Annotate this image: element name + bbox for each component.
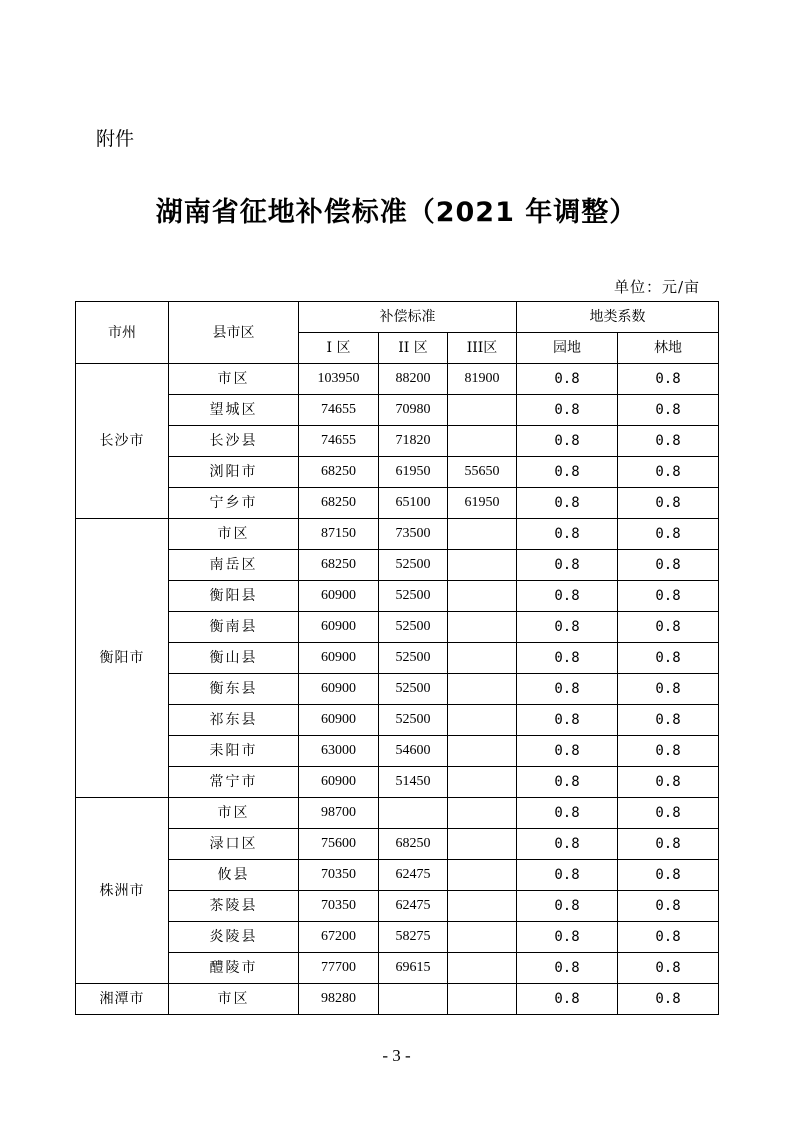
table-row xyxy=(76,984,719,1015)
table-row xyxy=(76,457,719,488)
zone-2-cell: 52500 xyxy=(379,674,448,705)
garden-coef-cell: 0.8 xyxy=(517,922,618,953)
zone-1-cell: 68250 xyxy=(299,488,379,519)
zone-3-cell xyxy=(448,643,517,674)
zone-2-cell: 51450 xyxy=(379,767,448,798)
forest-coef-cell: 0.8 xyxy=(618,736,719,767)
forest-coef-cell: 0.8 xyxy=(618,953,719,984)
table-row xyxy=(76,612,719,643)
table-row xyxy=(76,519,719,550)
forest-coef-cell: 0.8 xyxy=(618,922,719,953)
zone-3-cell xyxy=(448,736,517,767)
table-row xyxy=(76,798,719,829)
garden-coef-cell: 0.8 xyxy=(517,767,618,798)
zone-1-cell: 98700 xyxy=(299,798,379,829)
table-row xyxy=(76,488,719,519)
county-cell: 浏阳市 xyxy=(169,457,299,488)
zone-2-cell xyxy=(379,798,448,829)
garden-coef-cell: 0.8 xyxy=(517,705,618,736)
county-cell: 市区 xyxy=(169,984,299,1015)
forest-coef-cell: 0.8 xyxy=(618,364,719,395)
forest-coef-cell: 0.8 xyxy=(618,395,719,426)
header-zone-2: II 区 xyxy=(379,333,448,364)
zone-2-cell: 54600 xyxy=(379,736,448,767)
zone-1-cell: 67200 xyxy=(299,922,379,953)
zone-3-cell xyxy=(448,860,517,891)
zone-1-cell: 60900 xyxy=(299,581,379,612)
zone-1-cell: 98280 xyxy=(299,984,379,1015)
zone-1-cell: 74655 xyxy=(299,426,379,457)
county-cell: 祁东县 xyxy=(169,705,299,736)
zone-3-cell xyxy=(448,550,517,581)
garden-coef-cell: 0.8 xyxy=(517,488,618,519)
table-row xyxy=(76,767,719,798)
county-cell: 宁乡市 xyxy=(169,488,299,519)
zone-3-cell: 55650 xyxy=(448,457,517,488)
county-cell: 衡阳县 xyxy=(169,581,299,612)
city-cell: 湘潭市 xyxy=(76,984,169,1015)
zone-3-cell: 81900 xyxy=(448,364,517,395)
garden-coef-cell: 0.8 xyxy=(517,457,618,488)
garden-coef-cell: 0.8 xyxy=(517,426,618,457)
table-row xyxy=(76,643,719,674)
header-row-1 xyxy=(76,302,719,333)
garden-coef-cell: 0.8 xyxy=(517,829,618,860)
zone-3-cell xyxy=(448,705,517,736)
table-row xyxy=(76,736,719,767)
zone-1-cell: 103950 xyxy=(299,364,379,395)
header-zone-3: III区 xyxy=(448,333,517,364)
forest-coef-cell: 0.8 xyxy=(618,891,719,922)
garden-coef-cell: 0.8 xyxy=(517,860,618,891)
zone-2-cell: 52500 xyxy=(379,643,448,674)
county-cell: 醴陵市 xyxy=(169,953,299,984)
zone-3-cell xyxy=(448,767,517,798)
header-county: 县市区 xyxy=(169,302,299,364)
zone-2-cell: 61950 xyxy=(379,457,448,488)
forest-coef-cell: 0.8 xyxy=(618,612,719,643)
zone-2-cell: 65100 xyxy=(379,488,448,519)
table-row xyxy=(76,364,719,395)
county-cell: 望城区 xyxy=(169,395,299,426)
forest-coef-cell: 0.8 xyxy=(618,488,719,519)
zone-2-cell: 71820 xyxy=(379,426,448,457)
table-row xyxy=(76,674,719,705)
compensation-table xyxy=(75,301,719,1015)
table-row xyxy=(76,953,719,984)
zone-1-cell: 74655 xyxy=(299,395,379,426)
zone-2-cell: 70980 xyxy=(379,395,448,426)
zone-1-cell: 68250 xyxy=(299,457,379,488)
header-garden: 园地 xyxy=(517,333,618,364)
zone-1-cell: 68250 xyxy=(299,550,379,581)
garden-coef-cell: 0.8 xyxy=(517,612,618,643)
zone-3-cell xyxy=(448,612,517,643)
garden-coef-cell: 0.8 xyxy=(517,798,618,829)
zone-2-cell: 62475 xyxy=(379,860,448,891)
garden-coef-cell: 0.8 xyxy=(517,550,618,581)
county-cell: 长沙县 xyxy=(169,426,299,457)
county-cell: 市区 xyxy=(169,519,299,550)
zone-3-cell xyxy=(448,984,517,1015)
zone-3-cell xyxy=(448,922,517,953)
table-row xyxy=(76,829,719,860)
zone-1-cell: 60900 xyxy=(299,674,379,705)
zone-2-cell: 88200 xyxy=(379,364,448,395)
garden-coef-cell: 0.8 xyxy=(517,984,618,1015)
garden-coef-cell: 0.8 xyxy=(517,581,618,612)
forest-coef-cell: 0.8 xyxy=(618,860,719,891)
forest-coef-cell: 0.8 xyxy=(618,829,719,860)
zone-3-cell xyxy=(448,891,517,922)
header-coefficient: 地类系数 xyxy=(517,302,719,333)
garden-coef-cell: 0.8 xyxy=(517,395,618,426)
zone-1-cell: 87150 xyxy=(299,519,379,550)
zone-2-cell: 52500 xyxy=(379,612,448,643)
zone-3-cell xyxy=(448,798,517,829)
page-number: - 3 - xyxy=(382,1046,411,1065)
county-cell: 衡山县 xyxy=(169,643,299,674)
county-cell: 炎陵县 xyxy=(169,922,299,953)
zone-3-cell xyxy=(448,426,517,457)
header-forest: 林地 xyxy=(618,333,719,364)
header-zone-1: I 区 xyxy=(299,333,379,364)
zone-2-cell: 52500 xyxy=(379,581,448,612)
county-cell: 茶陵县 xyxy=(169,891,299,922)
county-cell: 市区 xyxy=(169,798,299,829)
zone-1-cell: 77700 xyxy=(299,953,379,984)
zone-1-cell: 70350 xyxy=(299,891,379,922)
zone-1-cell: 60900 xyxy=(299,767,379,798)
forest-coef-cell: 0.8 xyxy=(618,798,719,829)
garden-coef-cell: 0.8 xyxy=(517,674,618,705)
county-cell: 常宁市 xyxy=(169,767,299,798)
table-row xyxy=(76,705,719,736)
garden-coef-cell: 0.8 xyxy=(517,364,618,395)
table-row xyxy=(76,891,719,922)
table-row xyxy=(76,581,719,612)
zone-2-cell: 62475 xyxy=(379,891,448,922)
forest-coef-cell: 0.8 xyxy=(618,457,719,488)
garden-coef-cell: 0.8 xyxy=(517,519,618,550)
city-cell: 株洲市 xyxy=(76,798,169,984)
zone-3-cell xyxy=(448,581,517,612)
zone-2-cell: 58275 xyxy=(379,922,448,953)
county-cell: 衡东县 xyxy=(169,674,299,705)
zone-2-cell: 52500 xyxy=(379,705,448,736)
zone-2-cell: 69615 xyxy=(379,953,448,984)
table-row xyxy=(76,550,719,581)
zone-3-cell xyxy=(448,674,517,705)
zone-1-cell: 75600 xyxy=(299,829,379,860)
table-row xyxy=(76,922,719,953)
zone-2-cell: 52500 xyxy=(379,550,448,581)
zone-1-cell: 60900 xyxy=(299,643,379,674)
zone-2-cell: 68250 xyxy=(379,829,448,860)
forest-coef-cell: 0.8 xyxy=(618,984,719,1015)
zone-1-cell: 70350 xyxy=(299,860,379,891)
zone-1-cell: 63000 xyxy=(299,736,379,767)
garden-coef-cell: 0.8 xyxy=(517,953,618,984)
header-city: 市州 xyxy=(76,302,169,364)
table-row xyxy=(76,395,719,426)
forest-coef-cell: 0.8 xyxy=(618,643,719,674)
zone-1-cell: 60900 xyxy=(299,705,379,736)
zone-2-cell xyxy=(379,984,448,1015)
forest-coef-cell: 0.8 xyxy=(618,767,719,798)
forest-coef-cell: 0.8 xyxy=(618,426,719,457)
document-title: 湖南省征地补偿标准（2021 年调整） xyxy=(155,197,638,228)
garden-coef-cell: 0.8 xyxy=(517,643,618,674)
zone-3-cell xyxy=(448,519,517,550)
table-row xyxy=(76,860,719,891)
garden-coef-cell: 0.8 xyxy=(517,891,618,922)
county-cell: 衡南县 xyxy=(169,612,299,643)
forest-coef-cell: 0.8 xyxy=(618,550,719,581)
unit-label: 单位：元/亩 xyxy=(613,278,700,296)
county-cell: 耒阳市 xyxy=(169,736,299,767)
zone-3-cell xyxy=(448,395,517,426)
header-compensation: 补偿标准 xyxy=(299,302,517,333)
zone-3-cell: 61950 xyxy=(448,488,517,519)
city-cell: 长沙市 xyxy=(76,364,169,519)
forest-coef-cell: 0.8 xyxy=(618,674,719,705)
forest-coef-cell: 0.8 xyxy=(618,705,719,736)
county-cell: 市区 xyxy=(169,364,299,395)
zone-3-cell xyxy=(448,829,517,860)
county-cell: 南岳区 xyxy=(169,550,299,581)
zone-3-cell xyxy=(448,953,517,984)
forest-coef-cell: 0.8 xyxy=(618,581,719,612)
city-cell: 衡阳市 xyxy=(76,519,169,798)
table-row xyxy=(76,426,719,457)
county-cell: 攸县 xyxy=(169,860,299,891)
zone-1-cell: 60900 xyxy=(299,612,379,643)
garden-coef-cell: 0.8 xyxy=(517,736,618,767)
forest-coef-cell: 0.8 xyxy=(618,519,719,550)
county-cell: 渌口区 xyxy=(169,829,299,860)
zone-2-cell: 73500 xyxy=(379,519,448,550)
attachment-label: 附件 xyxy=(96,128,135,150)
